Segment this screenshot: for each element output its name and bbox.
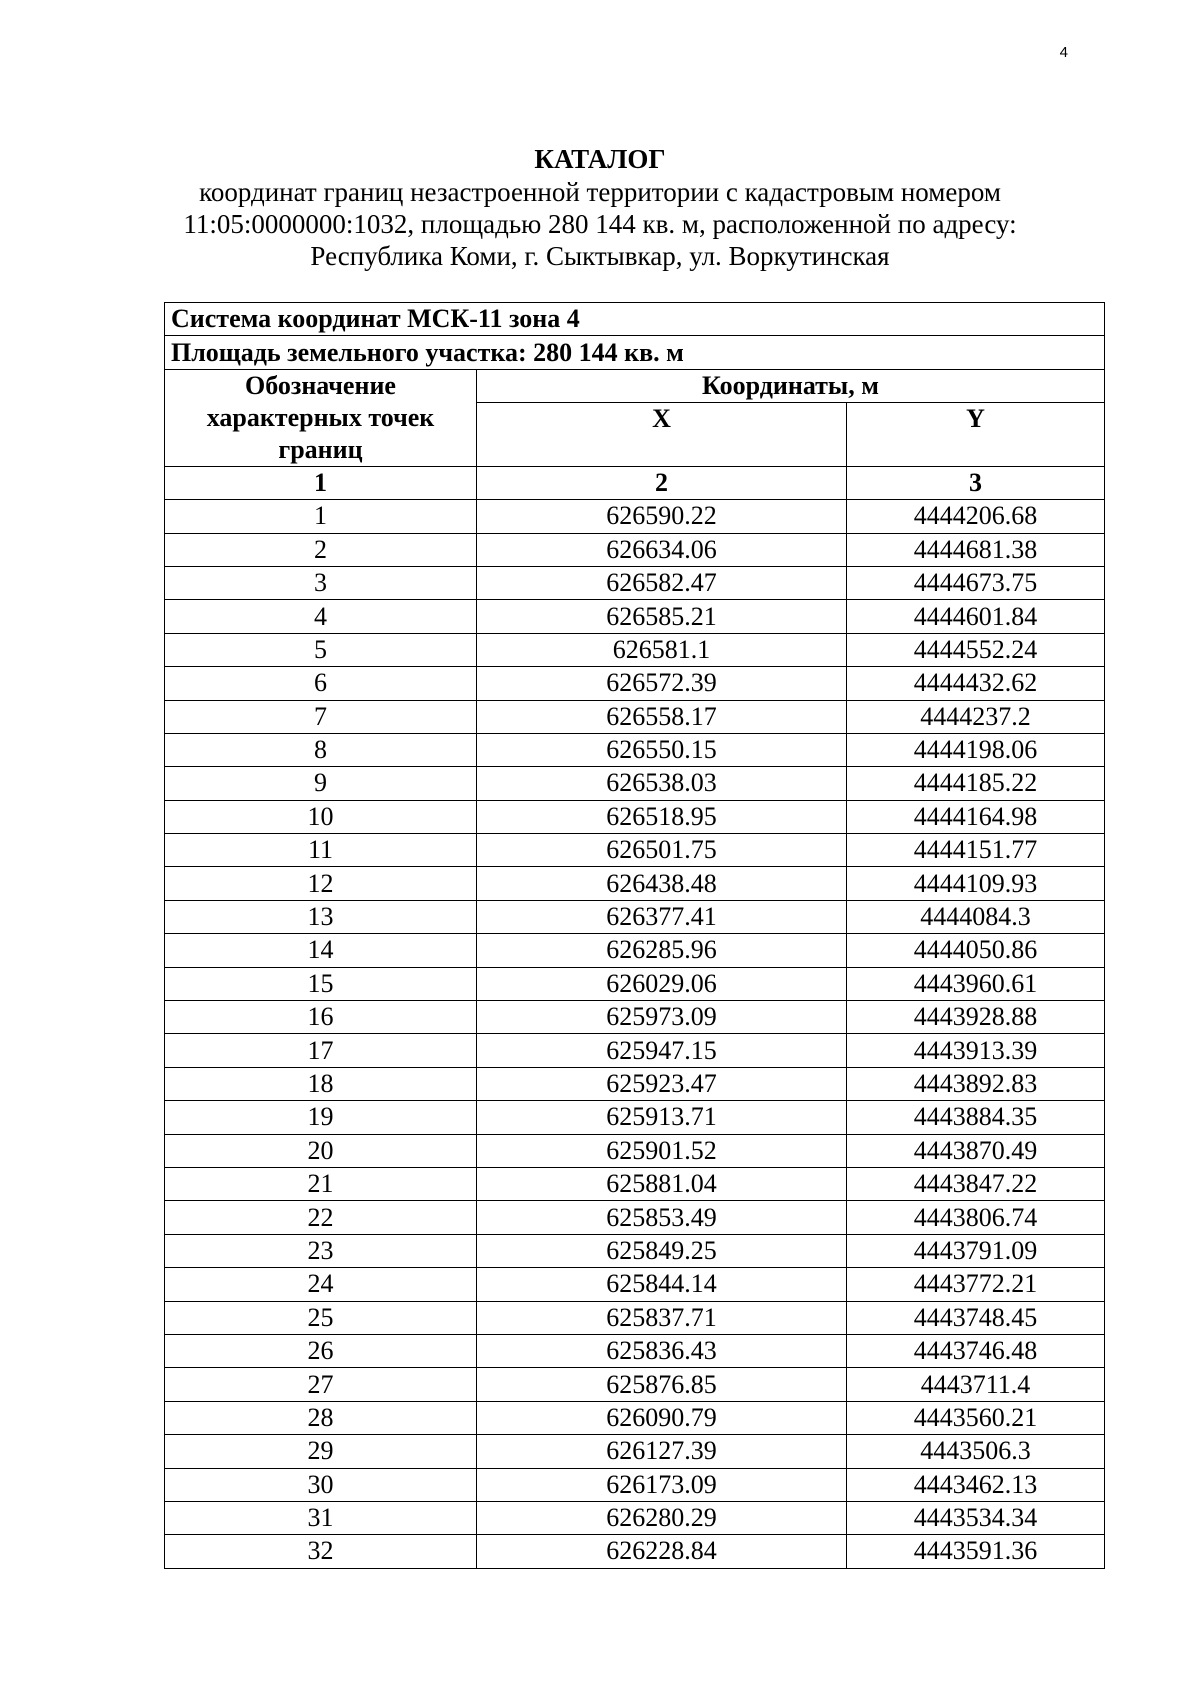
point-number-cell: 22 [165,1201,477,1234]
y-coordinate-cell: 4443506.3 [847,1435,1105,1468]
table-row [165,600,1105,633]
y-coordinate-cell: 4443791.09 [847,1234,1105,1267]
x-header: X [477,403,847,466]
point-number-cell: 14 [165,934,477,967]
y-coordinate-cell: 4443960.61 [847,967,1105,1000]
table-row [165,800,1105,833]
point-number-cell: 24 [165,1268,477,1301]
coordinates-body [165,500,1105,1569]
table-row [165,1334,1105,1367]
x-coordinate-cell: 625881.04 [477,1167,847,1200]
y-coordinate-cell: 4443913.39 [847,1034,1105,1067]
y-coordinate-cell: 4443892.83 [847,1067,1105,1100]
x-coordinate-cell: 626501.75 [477,834,847,867]
table-row [165,633,1105,666]
y-coordinate-cell: 4444432.62 [847,667,1105,700]
y-coordinate-cell: 4444601.84 [847,600,1105,633]
y-coordinate-cell: 4444050.86 [847,934,1105,967]
y-coordinate-cell: 4443746.48 [847,1334,1105,1367]
table-row [165,1301,1105,1334]
table-row [165,500,1105,533]
point-number-cell: 19 [165,1101,477,1134]
table-row [165,1535,1105,1568]
column-number-2: 2 [477,466,847,499]
x-coordinate-cell: 626173.09 [477,1468,847,1501]
table-row [165,1001,1105,1034]
y-coordinate-cell: 4444673.75 [847,566,1105,599]
table-row [165,834,1105,867]
point-number-cell: 1 [165,500,477,533]
point-number-cell: 12 [165,867,477,900]
y-coordinate-cell: 4444198.06 [847,733,1105,766]
y-coordinate-cell: 4444151.77 [847,834,1105,867]
x-coordinate-cell: 626585.21 [477,600,847,633]
y-coordinate-cell: 4443462.13 [847,1468,1105,1501]
document-header [0,142,1200,272]
y-coordinate-cell: 4444206.68 [847,500,1105,533]
x-coordinate-cell: 626538.03 [477,767,847,800]
table-row [165,1368,1105,1401]
coordinate-system-row [165,303,1105,336]
y-coordinate-cell: 4443711.4 [847,1368,1105,1401]
y-coordinate-cell: 4444109.93 [847,867,1105,900]
x-coordinate-cell: 626582.47 [477,566,847,599]
x-coordinate-cell: 625849.25 [477,1234,847,1267]
x-coordinate-cell: 625923.47 [477,1067,847,1100]
table-row [165,1435,1105,1468]
point-number-cell: 11 [165,834,477,867]
x-coordinate-cell: 626280.29 [477,1501,847,1534]
x-coordinate-cell: 625901.52 [477,1134,847,1167]
x-coordinate-cell: 626285.96 [477,934,847,967]
y-coordinate-cell: 4444185.22 [847,767,1105,800]
y-coordinate-cell: 4443870.49 [847,1134,1105,1167]
y-coordinate-cell: 4443534.34 [847,1501,1105,1534]
table-row [165,1067,1105,1100]
table-row [165,1034,1105,1067]
x-coordinate-cell: 626550.15 [477,733,847,766]
x-coordinate-cell: 626438.48 [477,867,847,900]
x-coordinate-cell: 625947.15 [477,1034,847,1067]
x-coordinate-cell: 626377.41 [477,900,847,933]
point-number-cell: 13 [165,900,477,933]
document-title: КАТАЛОГ [534,144,666,174]
table-row [165,767,1105,800]
x-coordinate-cell: 626127.39 [477,1435,847,1468]
table-row [165,1167,1105,1200]
table-row [165,700,1105,733]
point-number-cell: 29 [165,1435,477,1468]
x-coordinate-cell: 626029.06 [477,967,847,1000]
table-row [165,867,1105,900]
column-number-row [165,466,1105,499]
y-coordinate-cell: 4443591.36 [847,1535,1105,1568]
table-row [165,1134,1105,1167]
table-row [165,733,1105,766]
point-number-cell: 10 [165,800,477,833]
point-number-cell: 9 [165,767,477,800]
table-row [165,900,1105,933]
table-row [165,667,1105,700]
point-number-cell: 26 [165,1334,477,1367]
x-coordinate-cell: 626090.79 [477,1401,847,1434]
x-coordinate-cell: 626581.1 [477,633,847,666]
page-number: 4 [1059,44,1068,61]
table-row [165,533,1105,566]
x-coordinate-cell: 626590.22 [477,500,847,533]
table-row [165,1501,1105,1534]
point-number-cell: 30 [165,1468,477,1501]
y-coordinate-cell: 4444084.3 [847,900,1105,933]
point-number-cell: 28 [165,1401,477,1434]
y-coordinate-cell: 4444164.98 [847,800,1105,833]
point-number-cell: 2 [165,533,477,566]
y-coordinate-cell: 4444681.38 [847,533,1105,566]
x-coordinate-cell: 625876.85 [477,1368,847,1401]
area-cell: Площадь земельного участка: 280 144 кв. м [165,336,1105,369]
subtitle-line-1: координат границ незастроенной территории с кадастровым номером [199,177,1001,207]
y-coordinate-cell: 4443560.21 [847,1401,1105,1434]
point-number-cell: 25 [165,1301,477,1334]
y-coordinate-cell: 4443806.74 [847,1201,1105,1234]
header-row-1 [165,369,1105,403]
x-coordinate-cell: 625853.49 [477,1201,847,1234]
point-number-cell: 17 [165,1034,477,1067]
x-coordinate-cell: 625913.71 [477,1101,847,1134]
point-number-cell: 23 [165,1234,477,1267]
y-header: Y [847,403,1105,466]
x-coordinate-cell: 626634.06 [477,533,847,566]
x-coordinate-cell: 626572.39 [477,667,847,700]
point-number-cell: 5 [165,633,477,666]
column-number-3: 3 [847,466,1105,499]
coordinates-table [164,302,1105,1569]
point-designation-header: Обозначение характерных точек границ [165,369,477,466]
point-number-cell: 18 [165,1067,477,1100]
coordinates-header: Координаты, м [477,369,1105,403]
x-coordinate-cell: 625844.14 [477,1268,847,1301]
point-number-cell: 21 [165,1167,477,1200]
x-coordinate-cell: 625837.71 [477,1301,847,1334]
table-row [165,1401,1105,1434]
table-row [165,1468,1105,1501]
table-row [165,1268,1105,1301]
x-coordinate-cell: 626558.17 [477,700,847,733]
table-row [165,967,1105,1000]
table-row [165,1201,1105,1234]
point-number-cell: 8 [165,733,477,766]
point-number-cell: 3 [165,566,477,599]
x-coordinate-cell: 625973.09 [477,1001,847,1034]
x-coordinate-cell: 626518.95 [477,800,847,833]
point-number-cell: 31 [165,1501,477,1534]
point-number-cell: 4 [165,600,477,633]
area-row [165,336,1105,369]
table-row [165,1234,1105,1267]
point-number-cell: 32 [165,1535,477,1568]
y-coordinate-cell: 4444237.2 [847,700,1105,733]
subtitle-line-2: 11:05:0000000:1032, площадью 280 144 кв. м, расположенной по адресу: [183,209,1017,239]
subtitle-line-3: Республика Коми, г. Сыктывкар, ул. Воркутинская [310,241,890,271]
y-coordinate-cell: 4443847.22 [847,1167,1105,1200]
y-coordinate-cell: 4443884.35 [847,1101,1105,1134]
table-row [165,566,1105,599]
y-coordinate-cell: 4443772.21 [847,1268,1105,1301]
point-number-cell: 7 [165,700,477,733]
point-number-cell: 20 [165,1134,477,1167]
coordinate-system-cell: Система координат МСК-11 зона 4 [165,303,1105,336]
y-coordinate-cell: 4444552.24 [847,633,1105,666]
table-row [165,934,1105,967]
x-coordinate-cell: 626228.84 [477,1535,847,1568]
y-coordinate-cell: 4443928.88 [847,1001,1105,1034]
point-number-cell: 27 [165,1368,477,1401]
x-coordinate-cell: 625836.43 [477,1334,847,1367]
point-number-cell: 6 [165,667,477,700]
table-row [165,1101,1105,1134]
point-number-cell: 15 [165,967,477,1000]
column-number-1: 1 [165,466,477,499]
point-number-cell: 16 [165,1001,477,1034]
y-coordinate-cell: 4443748.45 [847,1301,1105,1334]
